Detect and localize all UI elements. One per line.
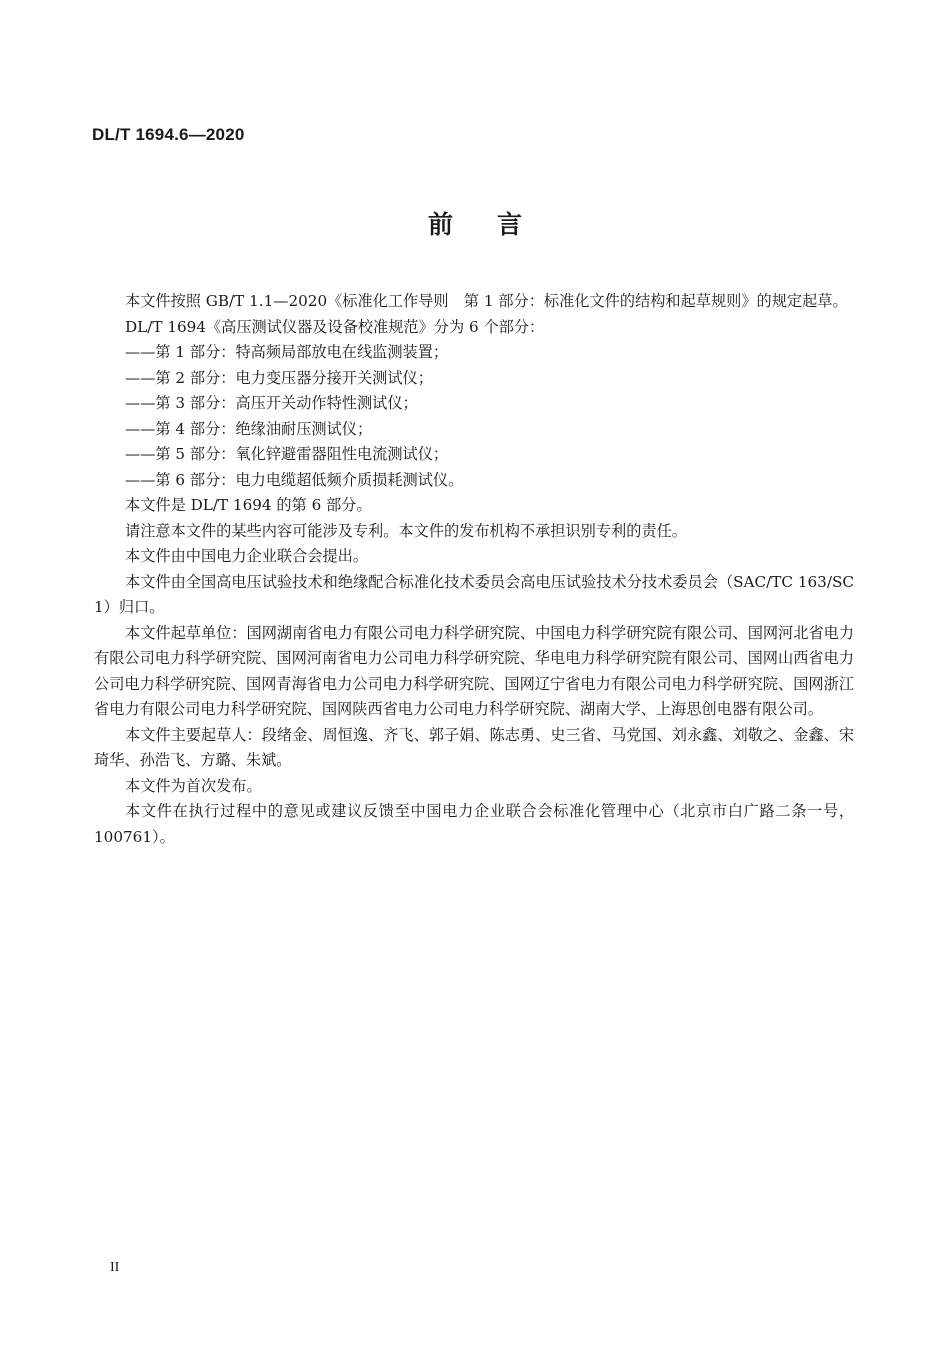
paragraph: 本文件起草单位：国网湖南省电力有限公司电力科学研究院、中国电力科学研究院有限公司、国网河北省电力有限公司电力科学研究院、国网河南省电力公司电力科学研究院、华电电力科学研究院有限公司、国网山西省电力公司电力科学研究院、国网青海省电力公司电力科学研究院、国网辽宁省电力有限公司电力科学研究院、国网浙江省电力有限公司电力科学研究院、国网陕西省电力公司电力科学研究院、湖南大学、上海思创电器有限公司。	[94, 623, 854, 718]
paragraph: 本文件由全国高电压试验技术和绝缘配合标准化技术委员会高电压试验技术分技术委员会（SAC/TC 163/SC 1）归口。	[94, 572, 854, 616]
page-title: 前言	[427, 210, 566, 239]
list-item: ——第 5 部分：氧化锌避雷器阻性电流测试仪；	[125, 445, 449, 463]
paragraph: 本文件由中国电力企业联合会提出。	[125, 547, 368, 565]
list-item: ——第 3 部分：高压开关动作特性测试仪；	[125, 394, 418, 412]
list-item: ——第 6 部分：电力电缆超低频介质损耗测试仪。	[125, 470, 464, 489]
paragraph: DL/T 1694《高压测试仪器及设备校准规范》分为 6 个部分：	[125, 317, 545, 336]
paragraph: 本文件是 DL/T 1694 的第 6 部分。	[125, 496, 372, 514]
page-number: II	[110, 1260, 120, 1275]
paragraph: 请注意本文件的某些内容可能涉及专利。本文件的发布机构不承担识别专利的责任。	[125, 521, 687, 540]
list-item: ——第 2 部分：电力变压器分接开关测试仪；	[125, 368, 433, 387]
paragraph: 本文件在执行过程中的意见或建议反馈至中国电力企业联合会标准化管理中心（北京市白广路二条一号，100761）。	[94, 802, 854, 846]
document-code: DL/T 1694.6—2020	[92, 125, 245, 144]
list-item: ——第 4 部分：绝缘油耐压测试仪；	[125, 419, 373, 438]
foreword-body	[94, 289, 854, 850]
paragraph: 本文件按照 GB/T 1.1—2020《标准化工作导则 第 1 部分：标准化文件的结构和起草规则》的规定起草。	[125, 292, 848, 310]
paragraph: 本文件主要起草人：段绪金、周恒逸、齐飞、郭子娟、陈志勇、史三省、马党国、刘永鑫、刘敬之、金鑫、宋琦华、孙浩飞、方璐、朱斌。	[94, 725, 854, 769]
paragraph: 本文件为首次发布。	[125, 776, 262, 795]
list-item: ——第 1 部分：特高频局部放电在线监测装置；	[125, 343, 449, 361]
